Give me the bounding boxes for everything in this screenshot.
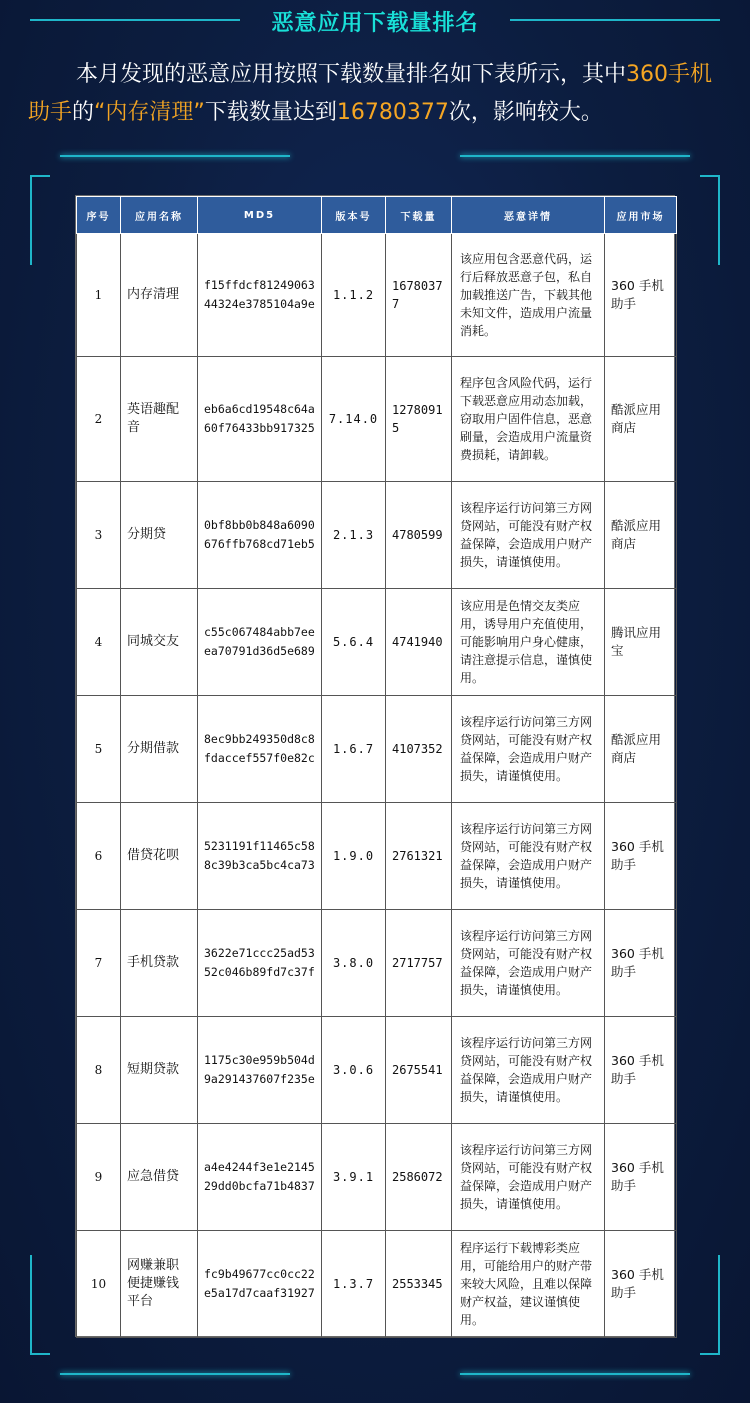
row-details: 该程序运行访问第三方网贷网站，可能没有财产权益保障，会造成用户财产损失，请谨慎使用。 bbox=[452, 482, 605, 589]
table-row bbox=[77, 1231, 677, 1338]
row-details: 该应用包含恶意代码，运行后释放恶意子包，私自加载推送广告，下载其他未知文件，造成用户流量消耗。 bbox=[452, 234, 605, 357]
row-downloads: 2761321 bbox=[386, 803, 452, 910]
row-version: 3.8.0 bbox=[322, 910, 386, 1017]
row-app-name: 同城交友 bbox=[121, 589, 198, 696]
row-md5: a4e4244f3e1e214529dd0bcfa71b4837 bbox=[198, 1124, 322, 1231]
row-app-name: 分期借款 bbox=[121, 696, 198, 803]
row-details: 该程序运行访问第三方网贷网站，可能没有财产权益保障，会造成用户财产损失，请谨慎使用。 bbox=[452, 1017, 605, 1124]
col-header-index: 序号 bbox=[77, 197, 121, 234]
intro-text-2: 的 bbox=[72, 100, 95, 125]
row-version: 7.14.0 bbox=[322, 357, 386, 482]
row-market: 360 手机助手 bbox=[605, 234, 677, 357]
row-details: 该应用是色情交友类应用，诱导用户充值使用，可能影响用户身心健康，请注意提示信息，谨慎使用。 bbox=[452, 589, 605, 696]
row-md5: 3622e71ccc25ad5352c046b89fd7c37f bbox=[198, 910, 322, 1017]
intro-paragraph bbox=[28, 56, 728, 132]
row-index: 3 bbox=[77, 482, 121, 589]
table-row bbox=[77, 696, 677, 803]
row-version: 3.9.1 bbox=[322, 1124, 386, 1231]
table-row bbox=[77, 1124, 677, 1231]
row-md5: 5231191f11465c588c39b3ca5bc4ca73 bbox=[198, 803, 322, 910]
col-header-downloads: 下载量 bbox=[386, 197, 452, 234]
row-details: 该程序运行访问第三方网贷网站，可能没有财产权益保障，会造成用户财产损失，请谨慎使用。 bbox=[452, 803, 605, 910]
row-index: 5 bbox=[77, 696, 121, 803]
row-details: 该程序运行访问第三方网贷网站，可能没有财产权益保障，会造成用户财产损失，请谨慎使用。 bbox=[452, 696, 605, 803]
intro-highlight-app: “内存清理” bbox=[94, 100, 205, 125]
row-index: 10 bbox=[77, 1231, 121, 1338]
table-row bbox=[77, 803, 677, 910]
row-downloads: 2586072 bbox=[386, 1124, 452, 1231]
intro-text-1: 本月发现的恶意应用按照下载数量排名如下表所示，其中 bbox=[76, 62, 627, 87]
row-md5: 1175c30e959b504d9a291437607f235e bbox=[198, 1017, 322, 1124]
row-downloads: 12780915 bbox=[386, 357, 452, 482]
row-market: 360 手机助手 bbox=[605, 910, 677, 1017]
table-row bbox=[77, 1017, 677, 1124]
row-market: 360 手机助手 bbox=[605, 1017, 677, 1124]
col-header-md5: MD5 bbox=[198, 197, 322, 234]
row-app-name: 内存清理 bbox=[121, 234, 198, 357]
row-market: 360 手机助手 bbox=[605, 803, 677, 910]
row-app-name: 英语趣配音 bbox=[121, 357, 198, 482]
row-app-name: 借贷花呗 bbox=[121, 803, 198, 910]
row-market: 360 手机助手 bbox=[605, 1231, 677, 1338]
table-row bbox=[77, 910, 677, 1017]
intro-highlight-count: 16780377 bbox=[336, 100, 449, 125]
row-version: 1.3.7 bbox=[322, 1231, 386, 1338]
intro-text-4: 次，影响较大。 bbox=[448, 100, 603, 125]
row-index: 6 bbox=[77, 803, 121, 910]
row-md5: f15ffdcf8124906344324e3785104a9e bbox=[198, 234, 322, 357]
row-app-name: 分期贷 bbox=[121, 482, 198, 589]
col-header-details: 恶意详情 bbox=[452, 197, 605, 234]
row-downloads: 2717757 bbox=[386, 910, 452, 1017]
table-row bbox=[77, 482, 677, 589]
row-version: 1.1.2 bbox=[322, 234, 386, 357]
row-md5: 0bf8bb0b848a6090676ffb768cd71eb5 bbox=[198, 482, 322, 589]
row-downloads: 2553345 bbox=[386, 1231, 452, 1338]
row-market: 腾讯应用宝 bbox=[605, 589, 677, 696]
table-row bbox=[77, 357, 677, 482]
col-header-app-name: 应用名称 bbox=[121, 197, 198, 234]
table-header-row bbox=[77, 197, 677, 234]
row-md5: eb6a6cd19548c64a60f76433bb917325 bbox=[198, 357, 322, 482]
table-row bbox=[77, 234, 677, 357]
row-market: 酷派应用商店 bbox=[605, 357, 677, 482]
row-market: 酷派应用商店 bbox=[605, 482, 677, 589]
row-details: 该程序运行访问第三方网贷网站，可能没有财产权益保障，会造成用户财产损失，请谨慎使用。 bbox=[452, 910, 605, 1017]
row-version: 1.6.7 bbox=[322, 696, 386, 803]
row-app-name: 短期贷款 bbox=[121, 1017, 198, 1124]
row-version: 5.6.4 bbox=[322, 589, 386, 696]
row-version: 2.1.3 bbox=[322, 482, 386, 589]
table-row bbox=[77, 589, 677, 696]
col-header-version: 版本号 bbox=[322, 197, 386, 234]
malware-ranking-table bbox=[75, 195, 675, 1337]
intro-highlight-market: 360手机助手 bbox=[28, 62, 713, 125]
row-app-name: 网赚兼职便捷赚钱平台 bbox=[121, 1231, 198, 1338]
page-title: 恶意应用下载量排名 bbox=[271, 11, 479, 36]
row-downloads: 16780377 bbox=[386, 234, 452, 357]
row-version: 3.0.6 bbox=[322, 1017, 386, 1124]
row-market: 酷派应用商店 bbox=[605, 696, 677, 803]
row-details: 程序运行下载博彩类应用，可能给用户的财产带来较大风险，且难以保障财产权益，建议谨慎使用。 bbox=[452, 1231, 605, 1338]
row-md5: 8ec9bb249350d8c8fdaccef557f0e82c bbox=[198, 696, 322, 803]
row-version: 1.9.0 bbox=[322, 803, 386, 910]
row-details: 程序包含风险代码，运行下载恶意应用动态加载，窃取用户固件信息，恶意刷量，会造成用户流量资费损耗，请卸载。 bbox=[452, 357, 605, 482]
row-downloads: 2675541 bbox=[386, 1017, 452, 1124]
row-index: 1 bbox=[77, 234, 121, 357]
row-app-name: 应急借贷 bbox=[121, 1124, 198, 1231]
col-header-market: 应用市场 bbox=[605, 197, 677, 234]
row-index: 2 bbox=[77, 357, 121, 482]
intro-text-3: 下载数量达到 bbox=[204, 100, 337, 125]
row-downloads: 4780599 bbox=[386, 482, 452, 589]
row-downloads: 4107352 bbox=[386, 696, 452, 803]
row-md5: c55c067484abb7eeea70791d36d5e689 bbox=[198, 589, 322, 696]
row-md5: fc9b49677cc0cc22e5a17d7caaf31927 bbox=[198, 1231, 322, 1338]
row-app-name: 手机贷款 bbox=[121, 910, 198, 1017]
row-market: 360 手机助手 bbox=[605, 1124, 677, 1231]
row-index: 7 bbox=[77, 910, 121, 1017]
row-index: 9 bbox=[77, 1124, 121, 1231]
row-details: 该程序运行访问第三方网贷网站，可能没有财产权益保障，会造成用户财产损失，请谨慎使用。 bbox=[452, 1124, 605, 1231]
row-downloads: 4741940 bbox=[386, 589, 452, 696]
row-index: 8 bbox=[77, 1017, 121, 1124]
row-index: 4 bbox=[77, 589, 121, 696]
